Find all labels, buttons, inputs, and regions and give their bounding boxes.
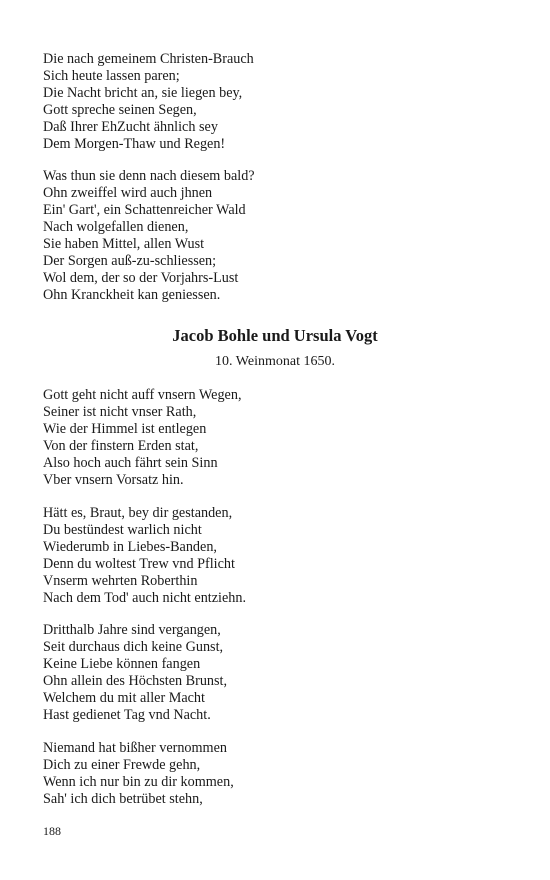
verse-line: Dritthalb Jahre sind vergangen, [43, 622, 221, 638]
verse-line: Vnserm wehrten Roberthin [43, 573, 198, 589]
stanza [43, 387, 513, 489]
verse-line: Hätt es, Braut, bey dir gestanden, [43, 505, 233, 521]
verse-line: Wenn ich nur bin zu dir kommen, [43, 774, 234, 790]
verse-line: Ohn allein des Höchsten Brunst, [43, 673, 228, 689]
verse-line: Du bestündest warlich nicht [43, 522, 202, 538]
verse-line: Sah' ich dich betrübet stehn, [43, 791, 203, 807]
verse-line: Der Sorgen auß-zu-schliessen; [43, 253, 217, 269]
verse-line: Sich heute lassen paren; [43, 68, 180, 84]
verse-line: Dem Morgen-Thaw und Regen! [43, 136, 226, 152]
verse-line: Hast gedienet Tag vnd Nacht. [43, 707, 211, 723]
page-number: 188 [43, 824, 61, 838]
verse-line: Also hoch auch fährt sein Sinn [43, 455, 218, 471]
verse-line: Nach dem Tod' auch nicht entziehn. [43, 590, 247, 606]
verse-line: Vber vnsern Vorsatz hin. [43, 472, 184, 488]
stanza [43, 622, 513, 724]
verse-line: Niemand hat bißher vernommen [43, 740, 227, 756]
verse-line: Wol dem, der so der Vorjahrs-Lust [43, 270, 239, 286]
verse-line: Dich zu einer Frewde gehn, [43, 757, 201, 773]
verse-line: Die Nacht bricht an, sie liegen bey, [43, 85, 243, 101]
verse-line: Keine Liebe können fangen [43, 656, 201, 672]
verse-line: Gott spreche seinen Segen, [43, 102, 197, 118]
verse-line: Sie haben Mittel, allen Wust [43, 236, 205, 252]
stanza [43, 51, 513, 153]
verse-line: Ohn zweiffel wird auch jhnen [43, 185, 213, 201]
stanza [43, 505, 513, 607]
verse-line: Nach wolgefallen dienen, [43, 219, 189, 235]
stanza [43, 740, 513, 808]
verse-line: Gott geht nicht auff vnsern Wegen, [43, 387, 242, 403]
verse-line: Von der finstern Erden stat, [43, 438, 199, 454]
poem-title: Jacob Bohle und Ursula Vogt [172, 326, 378, 345]
verse-line: Ohn Kranckheit kan geniessen. [43, 287, 221, 303]
verse-line: Denn du woltest Trew vnd Pflicht [43, 556, 235, 572]
verse-line: Die nach gemeinem Christen-Brauch [43, 51, 254, 67]
verse-line: Was thun sie denn nach diesem bald? [43, 168, 255, 184]
stanza [43, 168, 513, 304]
verse-line: Seit durchaus dich keine Gunst, [43, 639, 224, 655]
verse-line: Ein' Gart', ein Schattenreicher Wald [43, 202, 246, 218]
verse-line: Wie der Himmel ist entlegen [43, 421, 207, 437]
verse-line: Welchem du mit aller Macht [43, 690, 205, 706]
verse-line: Wiederumb in Liebes-Banden, [43, 539, 217, 555]
verse-line: Seiner ist nicht vnser Rath, [43, 404, 197, 420]
verse-line: Daß Ihrer EhZucht ähnlich sey [43, 119, 218, 135]
poem-date: 10. Weinmonat 1650. [215, 354, 335, 369]
